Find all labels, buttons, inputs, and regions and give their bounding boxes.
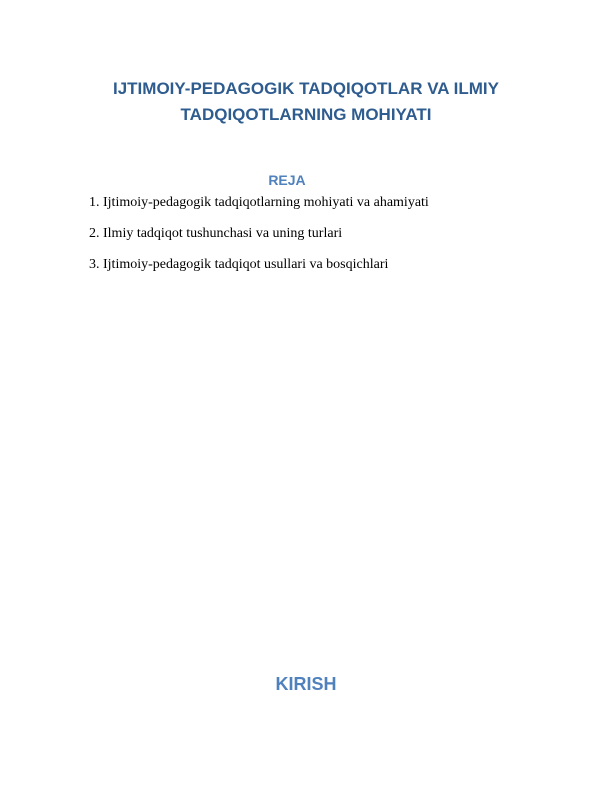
plan-item-3: 3. Ijtimoiy-pedagogik tadqiqot usullari va bosqichlari [89,257,389,272]
plan-item-1: 1. Ijtimoiy-pedagogik tadqiqotlarning mohiyati va ahamiyati [89,195,429,210]
section-heading-introduction: KIRISH [275,674,337,694]
document-title: IJTIMOIY-PEDAGOGIK TADQIQOTLAR VA ILMIY TADQIQOTLARNING MOHIYATI [113,79,499,124]
plan-item-2: 2. Ilmiy tadqiqot tushunchasi va uning turlari [89,226,343,241]
plan-heading: REJA [268,172,306,188]
plan-list [89,194,549,287]
